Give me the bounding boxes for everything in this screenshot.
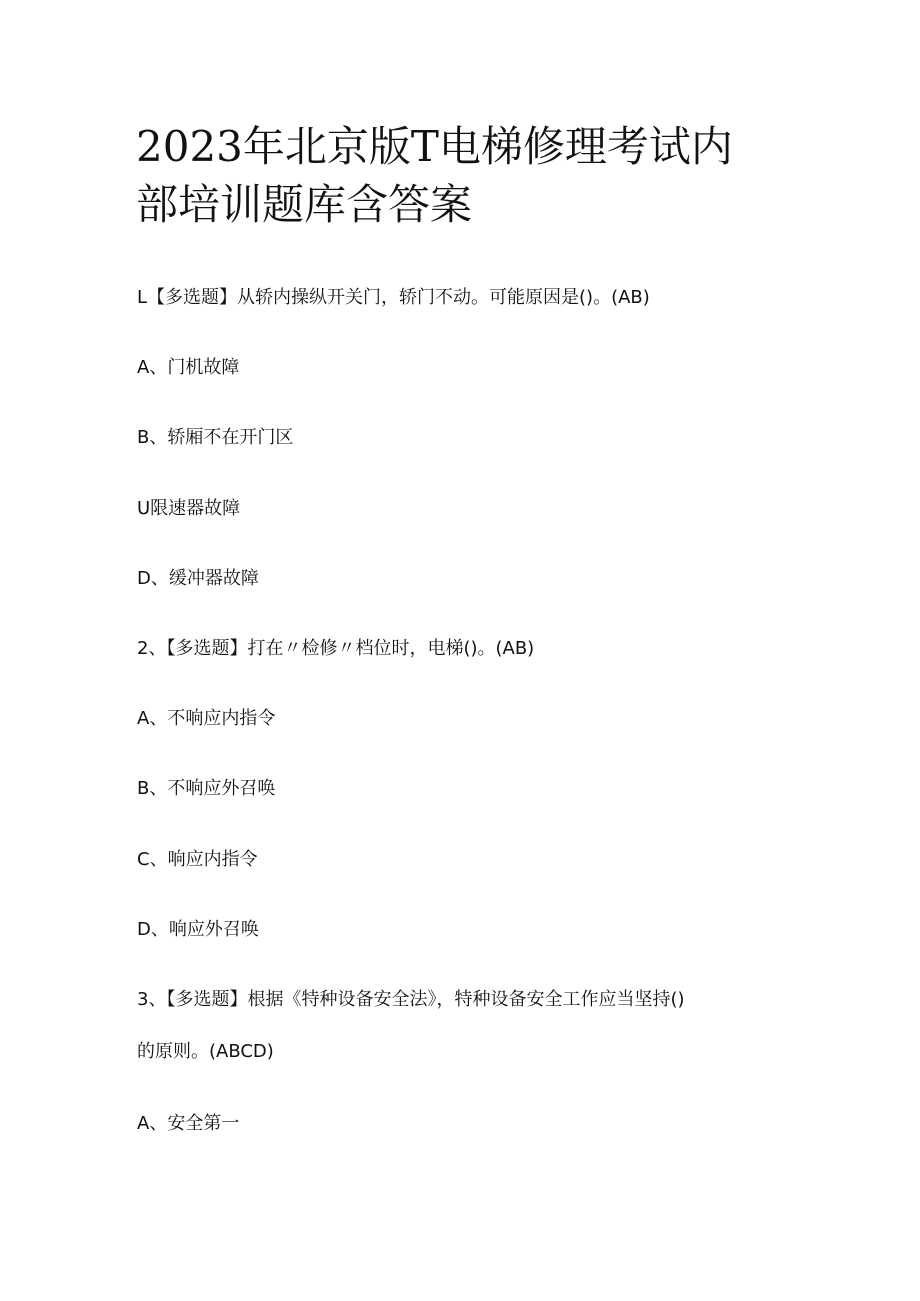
document-title [136, 118, 816, 234]
question-3-stem-line-1: 3、【多选题】根据《特种设备安全法》，特种设备安全工作应当坚持() [137, 989, 685, 1010]
question-2-option-d: D、响应外召唤 [137, 919, 259, 940]
question-1-stem: L【多选题】从轿内操纵开关门，轿门不动。可能原因是()。(AB) [137, 287, 650, 308]
question-2-stem: 2、【多选题】打在〃检修〃档位时，电梯()。(AB) [137, 638, 535, 659]
question-3-stem-line-2: 的原则。(ABCD) [137, 1041, 274, 1062]
question-1-option-b: B、轿厢不在开门区 [137, 427, 294, 448]
question-1-option-c: U限速器故障 [137, 498, 241, 519]
title-line-1: 2023年北京版T电梯修理考试内 [136, 122, 733, 171]
question-2-option-c: C、响应内指令 [137, 849, 258, 870]
question-1-option-a: A、门机故障 [137, 357, 240, 378]
title-line-2: 部培训题库含答案 [136, 180, 473, 229]
question-1-option-d: D、缓冲器故障 [137, 568, 259, 589]
question-3-option-a: A、安全第一 [137, 1113, 240, 1134]
question-2-option-a: A、不响应内指令 [137, 708, 276, 729]
question-2-option-b: B、不响应外召唤 [137, 778, 276, 799]
